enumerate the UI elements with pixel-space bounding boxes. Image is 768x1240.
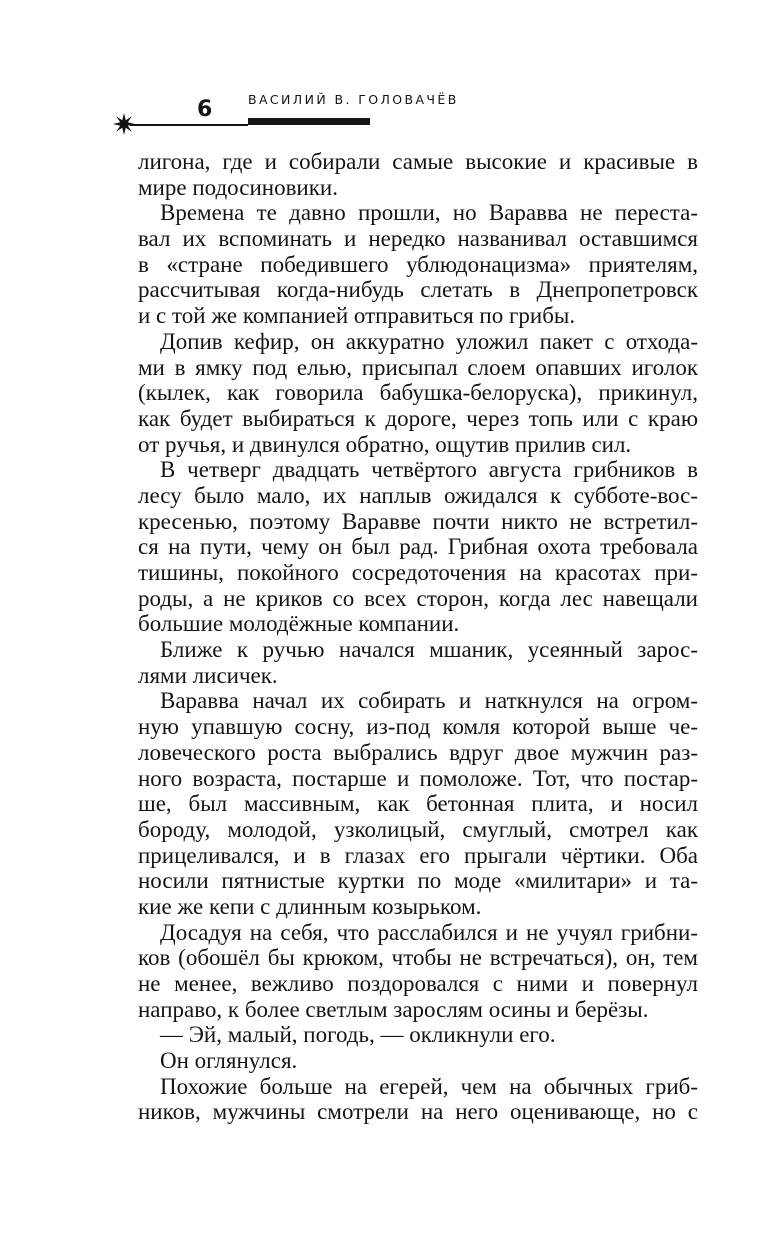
text-line: кие же кепи с длинным козырьком. [138,893,482,919]
text-line: вал их вспоминать и нередко названивал оставшимся [138,226,698,252]
text-line: — Эй, малый, погодь, — окликнули его. [160,1022,556,1048]
header-rule-thin [130,124,248,126]
text-line: мире подосиновики. [138,174,338,200]
paragraph [138,920,698,1023]
paragraph [138,457,698,637]
text-line: бороду, молодой, узколицый, смуглый, смотрел как [138,816,698,842]
text-line: как будет выбираться к дороге, через топь или с краю [138,405,698,431]
text-line: ков (обошёл бы крюком, чтобы не встречаться), он, тем [138,945,698,971]
text-line: Варавва начал их собирать и наткнулся на огром- [160,688,698,714]
text-line: лями лисичек. [138,662,278,688]
text-line: ловеческого роста выбрались вдруг двое мужчин раз- [138,739,698,765]
page-number: 6 [197,97,213,122]
paragraph [138,1074,698,1125]
text-line: Досадуя на себя, что расслабился и не учуял грибни- [160,919,698,945]
text-line: ного возраста, постарше и помоложе. Тот, что постар- [138,765,698,791]
text-line: в «стране победившего ублюдонацизма» приятелям, [138,251,698,277]
paragraph [138,688,698,919]
text-line: ся на пути, чему он был рад. Грибная охота требовала [138,534,698,560]
page-header [0,0,768,140]
text-line: тишины, покойного сосредоточения на красотах при- [138,560,698,585]
text-line: Ближе к ручью начался мшаник, усеянный зарос- [160,637,698,663]
header-rule-thick [248,118,370,125]
text-line: (кылек, как говорила бабушка-белоруска), прикинул, [138,380,698,406]
text-line: Похожие больше на егерей, чем на обычных гриб- [160,1073,698,1099]
text-line: Допив кефир, он аккуратно уложил пакет с отхода- [160,328,698,354]
text-line: Времена те давно прошли, но Варавва не переста- [160,200,698,226]
text-line: прицеливался, и в глазах его прыгали чёртики. Оба [138,842,698,868]
text-line: кресенью, поэтому Варавве почти никто не встретил- [138,508,698,534]
paragraph [138,637,698,688]
text-line: ше, был массивным, как бетонная плита, и носил [138,791,698,817]
paragraph [138,329,698,457]
paragraph [138,200,698,328]
text-line: носили пятнистые куртки по моде «милитари» и та- [138,868,698,894]
text-line: не менее, вежливо поздоровался с ними и повернул [138,971,698,996]
text-line: ников, мужчины смотрели на него оценивающе, но с [138,1099,698,1125]
text-line: роды, а не криков со всех сторон, когда лес навещали [138,585,698,611]
text-line: ную упавшую сосну, из-под комля которой выше че- [138,714,698,740]
running-head-author: ВАСИЛИЙ В. ГОЛОВАЧЁВ [248,92,459,107]
text-line: лесу было мало, их наплыв ожидался к субботе-вос- [138,482,698,508]
text-line: рассчитывая когда-нибудь слетать в Днепропетровск [138,277,698,303]
text-line: большие молодёжные компании. [138,611,460,637]
text-line: В четверг двадцать четвёртого августа грибников в [160,457,698,483]
paragraph [138,149,698,200]
body-text [138,149,698,1125]
text-line: ми в ямку под елью, присыпал слоем опавших иголок [138,354,698,380]
text-line: и с той же компанией отправиться по грибы. [138,303,576,329]
text-line: Он оглянулся. [160,1048,298,1074]
paragraph [138,1048,698,1074]
text-line: от ручья, и двинулся обратно, ощутив прилив сил. [138,431,632,457]
text-line: лигона, где и собирали самые высокие и красивые в [138,149,698,174]
paragraph [138,1022,698,1048]
text-line: направо, к более светлым зарослям осины и берёзы. [138,996,649,1022]
